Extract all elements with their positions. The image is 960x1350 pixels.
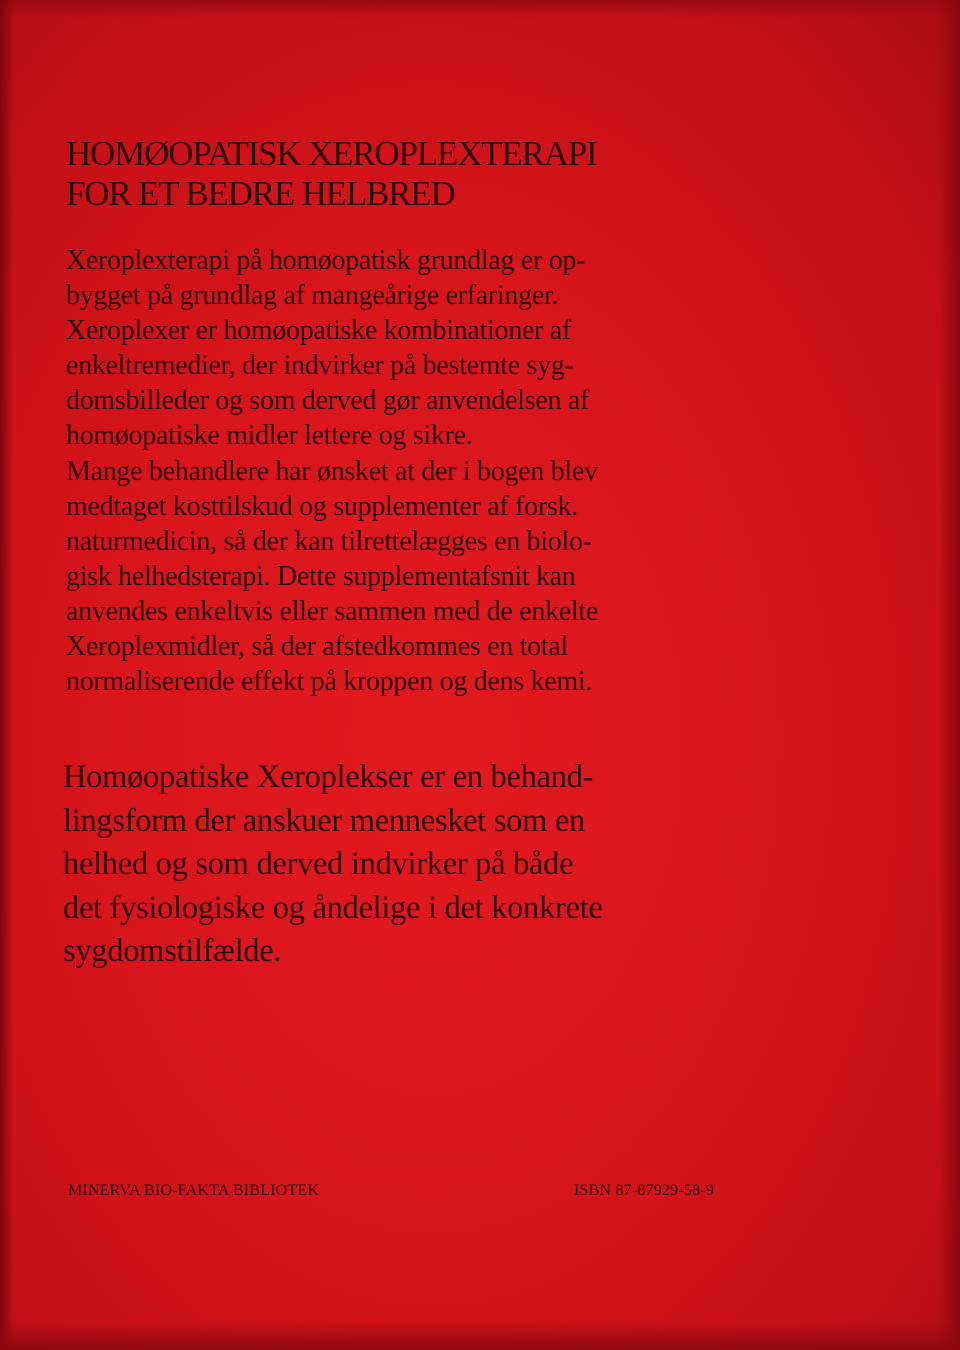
cover-title [66,134,596,214]
cover-right-edge-shadow [938,0,960,1350]
cover-left-edge-shadow [0,0,14,1350]
summary-line: sygdomstilfælde. [63,933,282,969]
isbn-number: ISBN 87-87929-58-9 [574,1182,715,1199]
summary-line: Homøopatiske Xeroplekser er en behand- [63,759,594,795]
description-line: medtaget kosttilskud og supplementer af forsk. [66,490,578,522]
summary-line: lingsform der anskuer mennesket som en [63,802,586,839]
cover-title-line: HOMØOPATISK XEROPLEXTERAPI [66,134,597,173]
description-line: naturmedicin, så der kan tilrettelægges en biolo- [66,525,592,557]
description-line: bygget på grundlag af mangeårige erfaringer. [66,280,559,312]
description-line: domsbilleder og som derved gør anvendelsen af [66,385,590,417]
description-line: homøopatiske midler lettere og sikre. [66,420,473,452]
description-line: normaliserende effekt på kroppen og dens kemi. [66,666,593,698]
cover-bottom-edge-shadow [0,1320,960,1350]
description-paragraph [66,243,766,699]
summary-line: helhed og som derved indvirker på både [63,846,574,882]
description-line: gisk helhedsterapi. Dette supplementafsnit kan [66,560,576,592]
publisher-imprint: MINERVA BIO-FAKTA BIBLIOTEK [68,1182,320,1199]
summary-paragraph [63,756,783,974]
description-line: Xeroplexterapi på homøopatisk grundlag er op- [66,245,586,276]
description-line: anvendes enkeltvis eller sammen med de enkelte [66,595,598,627]
description-line: Mange behandlere har ønsket at der i bogen blev [66,455,598,487]
description-line: enkeltremedier, der indvirker på bestemte syg- [66,350,574,382]
cover-top-edge-shadow [0,0,960,18]
description-line: Xeroplexmidler, så der afstedkommes en total [66,631,568,663]
cover-title-line: FOR ET BEDRE HELBRED [66,174,455,213]
description-line: Xeroplexer er homøopatiske kombinationer af [66,315,571,347]
summary-line: det fysiologiske og åndelige i det konkrete [63,889,603,926]
